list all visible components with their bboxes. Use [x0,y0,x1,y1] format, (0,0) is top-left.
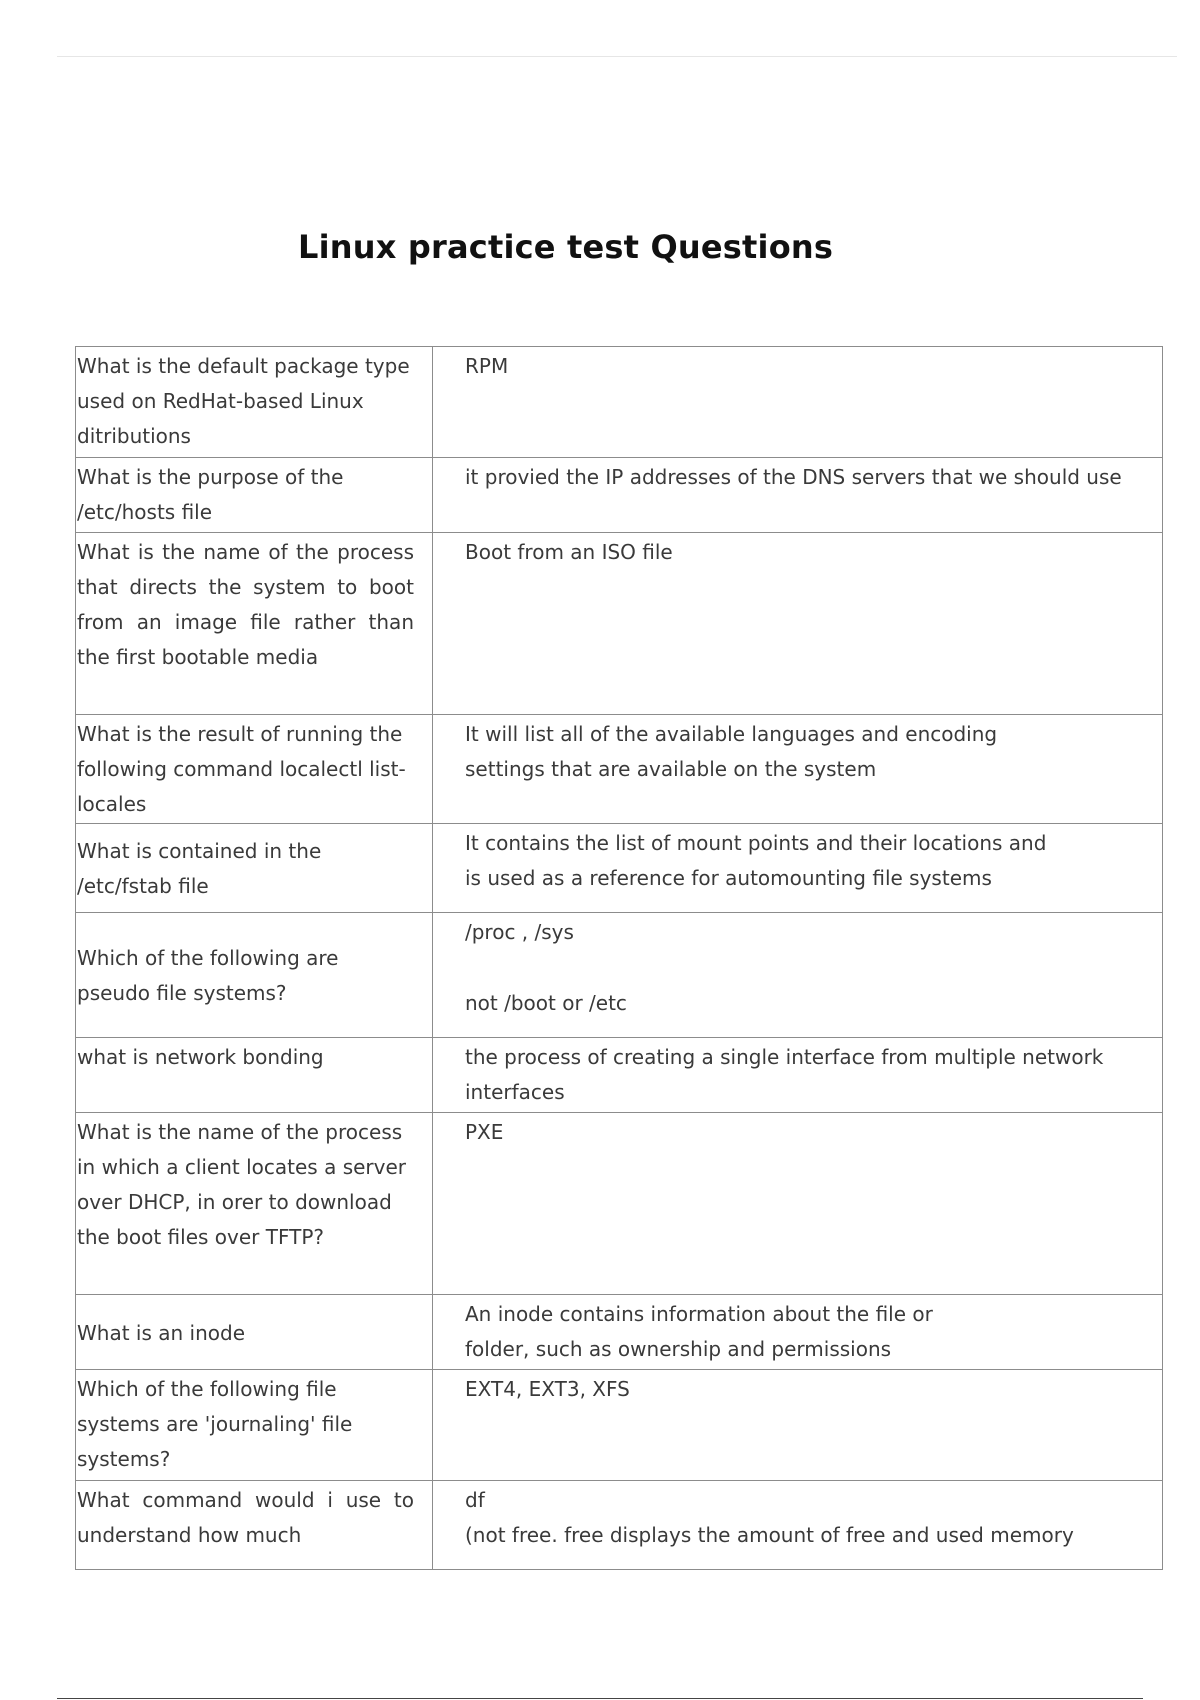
answer-line: PXE [465,1120,504,1144]
table-row [76,1295,1163,1370]
answer-line: df [465,1488,485,1512]
table-row [76,347,1163,458]
answer-line: folder, such as ownership and permissions [465,1337,892,1361]
question-cell [76,824,433,913]
answer-cell [433,533,1163,715]
page-title: Linux practice test Questions [298,228,834,266]
bottom-divider [57,1698,1143,1699]
question-cell: What is the purpose of the /etc/hosts file [76,458,433,533]
answer-cell [433,458,1163,533]
answer-line: RPM [465,354,509,378]
question-cell: What command would i use to understand how much [76,1481,433,1570]
table-row [76,1113,1163,1295]
answer-line: EXT4, EXT3, XFS [465,1377,630,1401]
answer-line: /proc , /sys [465,920,574,944]
answer-line: is used as a reference for automounting file systems [465,866,992,890]
question-cell [76,1295,433,1370]
question-cell: what is network bonding [76,1038,433,1113]
answer-line: An inode contains information about the file or [465,1302,933,1326]
answer-cell [433,913,1163,1038]
table-row [76,1481,1163,1570]
answer-line: settings that are available on the system [465,757,877,781]
question-cell: What is the default package type used on RedHat-based Linux ditributions [76,347,433,458]
answer-cell [433,1295,1163,1370]
answer-cell [433,1370,1163,1481]
table-row [76,913,1163,1038]
answer-line: the process of creating a single interface from multiple network [465,1045,1104,1069]
question-cell: Which of the following file systems are 'journaling' file systems? [76,1370,433,1481]
answer-line: Boot from an ISO file [465,540,673,564]
answer-spacer [465,950,1138,986]
answer-line: interfaces [465,1080,565,1104]
table-row [76,533,1163,715]
table-row [76,824,1163,913]
question-cell [76,913,433,1038]
question-cell: What is the name of the process that directs the system to boot from an image file rather than the first bootable media [76,533,433,715]
table-row [76,1370,1163,1481]
answer-cell [433,1481,1163,1570]
table-row [76,458,1163,533]
top-divider [57,56,1177,57]
question-text: What is an inode [77,1320,245,1345]
answer-line: (not free. free displays the amount of free and used memory [465,1523,1074,1547]
table-row [76,1038,1163,1113]
qa-table [75,346,1163,1570]
answer-cell [433,347,1163,458]
answer-cell [433,824,1163,913]
question-text: What is contained in the /etc/fstab file [77,839,322,898]
table-row [76,715,1163,824]
answer-cell [433,1038,1163,1113]
answer-line: It will list all of the available languages and encoding [465,722,998,746]
answer-line: not /boot or /etc [465,991,627,1015]
answer-cell [433,1113,1163,1295]
question-text: Which of the following are pseudo file systems? [77,946,339,1005]
question-cell: What is the name of the process in which a client locates a server over DHCP, in orer to download the boot files over TFTP? [76,1113,433,1295]
answer-line: It contains the list of mount points and their locations and [465,831,1047,855]
answer-cell [433,715,1163,824]
answer-line: it provied the IP addresses of the DNS servers that we should use [465,465,1122,489]
question-cell: What is the result of running the following command localectl list-locales [76,715,433,824]
